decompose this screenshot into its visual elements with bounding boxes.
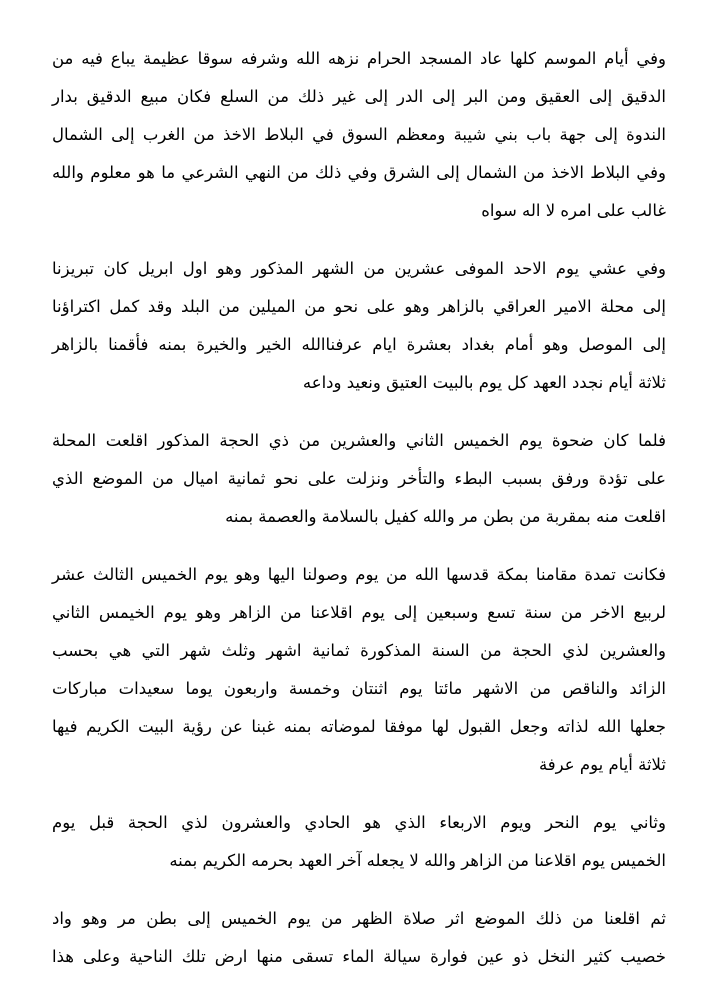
paragraph	[52, 804, 666, 880]
text-line: اقلعت منه بمقربة من بطن مر والله كفيل بالسلامة والعصمة بمنه	[225, 507, 666, 526]
text-line: الدقيق إلى العقيق ومن البر إلى الدر إلى غير ذلك من السلع فكان مبيع الدقيق بدار	[52, 87, 666, 106]
text-line: جعلها الله لذاته وجعل القبول لها موفقا لموضاته بمنه غبنا عن رؤية البيت الكريم فيها	[52, 717, 666, 736]
paragraph	[52, 422, 666, 536]
paragraph	[52, 40, 666, 230]
text-line: والعشرين لذي الحجة من السنة المذكورة ثمانية اشهر وثلث شهر التي هي بحسب	[52, 641, 666, 660]
paragraph	[52, 556, 666, 784]
text-line: ثلاثة أيام نجدد العهد كل يوم بالبيت العتيق ونعيد وداعه	[302, 373, 666, 392]
text-line: غالب على امره لا اله سواه	[481, 201, 666, 220]
paragraph	[52, 250, 666, 402]
text-line: وفي البلاط الاخذ من الشمال إلى الشرق وفي ذلك من النهي الشرعي ما هو معلوم والله	[52, 163, 666, 182]
text-line: فكانت تمدة مقامنا بمكة قدسها الله من يوم وصولنا اليها وهو يوم الخميس الثالث عشر	[52, 565, 666, 584]
text-line: خصيب كثير النخل ذو عين فوارة سيالة الماء تسقى منها ارض تلك الناحية وعلى هذا	[52, 947, 666, 966]
text-line: الخميس يوم اقلاعنا من الزاهر والله لا يجعله آخر العهد بحرمه الكريم بمنه	[169, 851, 666, 870]
text-line: فلما كان ضحوة يوم الخميس الثاني والعشرين من ذي الحجة المذكور اقلعت المحلة	[52, 431, 666, 450]
text-line: إلى محلة الامير العراقي بالزاهر وهو على نحو من الميلين من البلد وقد كمل اكتراؤنا	[52, 297, 666, 316]
text-line: ثم اقلعنا من ذلك الموضع اثر صلاة الظهر من يوم الخميس إلى بطن مر وهو واد	[52, 909, 666, 928]
paragraph	[52, 900, 666, 976]
text-line: وثاني يوم النحر ويوم الاربعاء الذي هو الحادي والعشرون لذي الحجة قبل يوم	[52, 813, 666, 832]
text-line: وفي عشي يوم الاحد الموفى عشرين من الشهر المذكور وهو اول ابريل كان تبريزنا	[52, 259, 666, 278]
text-line: ثلاثة أيام يوم عرفة	[538, 755, 666, 774]
text-line: على تؤدة ورفق بسبب البطء والتأخر ونزلت على نحو ثمانية اميال من الموضع الذي	[52, 469, 666, 488]
text-line: الزائد والناقص من الاشهر مائتا يوم اثنتان وخمسة واربعون يوما سعيدات مباركات	[52, 679, 666, 698]
text-line: لربيع الاخر من سنة تسع وسبعين إلى يوم اقلاعنا من الزاهر وهو يوم الخيمس الثاني	[52, 603, 666, 622]
document-page	[52, 40, 666, 996]
text-line: الندوة إلى جهة باب بني شيبة ومعظم السوق في البلاط الاخذ من الغرب إلى الشمال	[52, 125, 666, 144]
text-line: إلى الموصل وهو أمام بغداد بعشرة ايام عرفناالله الخير والخيرة بمنه فأقمنا بالزاهر	[52, 335, 666, 354]
text-line: وفي أيام الموسم كلها عاد المسجد الحرام نزهه الله وشرفه سوقا عظيمة يباع فيه من	[52, 49, 666, 68]
